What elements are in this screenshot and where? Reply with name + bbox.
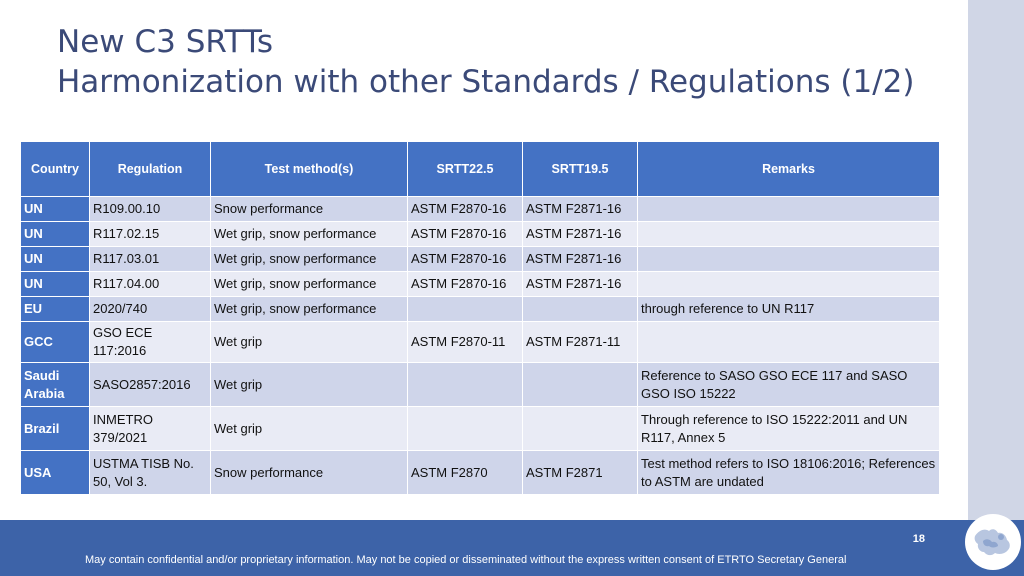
cell-srtt19-5: ASTM F2871-16 [523,272,638,297]
right-accent-bar [968,0,1024,520]
cell-test-method: Wet grip [211,363,408,407]
cell-srtt19-5 [523,407,638,451]
cell-srtt22-5: ASTM F2870-16 [408,272,523,297]
cell-country: UN [21,247,90,272]
cell-remarks: through reference to UN R117 [638,297,940,322]
cell-country: EU [21,297,90,322]
cell-regulation: R109.00.10 [90,197,211,222]
cell-test-method: Wet grip, snow performance [211,247,408,272]
header-test-methods: Test method(s) [211,142,408,197]
cell-regulation: R117.03.01 [90,247,211,272]
table-row [21,247,940,272]
etrto-logo [965,514,1021,570]
cell-srtt22-5: ASTM F2870-16 [408,197,523,222]
cell-srtt19-5: ASTM F2871-16 [523,197,638,222]
cell-srtt19-5: ASTM F2871-11 [523,322,638,363]
cell-srtt19-5: ASTM F2871-16 [523,222,638,247]
cell-regulation: USTMA TISB No. 50, Vol 3. [90,451,211,495]
cell-remarks [638,272,940,297]
footer-bar [0,520,1024,576]
cell-remarks: Through reference to ISO 15222:2011 and UN R117, Annex 5 [638,407,940,451]
table-row [21,297,940,322]
cell-srtt22-5: ASTM F2870-11 [408,322,523,363]
cell-test-method: Wet grip, snow performance [211,297,408,322]
regulations-table [20,141,940,495]
cell-country: UN [21,222,90,247]
cell-srtt19-5 [523,297,638,322]
cell-test-method: Wet grip [211,322,408,363]
cell-regulation: INMETRO 379/2021 [90,407,211,451]
cell-regulation: GSO ECE 117:2016 [90,322,211,363]
table-row [21,407,940,451]
cell-srtt22-5 [408,297,523,322]
cell-country: USA [21,451,90,495]
cell-srtt22-5 [408,363,523,407]
cell-remarks: Test method refers to ISO 18106:2016; References to ASTM are undated [638,451,940,495]
cell-remarks [638,247,940,272]
table-row [21,197,940,222]
cell-country: GCC [21,322,90,363]
cell-srtt22-5: ASTM F2870-16 [408,222,523,247]
cell-remarks: Reference to SASO GSO ECE 117 and SASO GSO ISO 15222 [638,363,940,407]
cell-country: UN [21,272,90,297]
cell-regulation: R117.02.15 [90,222,211,247]
table-row [21,363,940,407]
cell-remarks [638,322,940,363]
header-srtt19-5: SRTT19.5 [523,142,638,197]
europe-globe-icon [965,514,1021,570]
cell-test-method: Wet grip, snow performance [211,222,408,247]
cell-regulation: R117.04.00 [90,272,211,297]
cell-srtt22-5: ASTM F2870-16 [408,247,523,272]
cell-srtt19-5 [523,363,638,407]
table-row [21,272,940,297]
cell-country: Saudi Arabia [21,363,90,407]
cell-country: Brazil [21,407,90,451]
cell-srtt19-5: ASTM F2871 [523,451,638,495]
cell-remarks [638,222,940,247]
header-srtt22-5: SRTT22.5 [408,142,523,197]
cell-remarks [638,197,940,222]
cell-test-method: Wet grip, snow performance [211,272,408,297]
cell-country: UN [21,197,90,222]
cell-srtt22-5: ASTM F2870 [408,451,523,495]
header-regulation: Regulation [90,142,211,197]
title-line-2: Harmonization with other Standards / Regulations (1/2) [57,64,915,100]
page-title [57,22,914,102]
table-header-row [21,142,940,197]
cell-test-method: Wet grip [211,407,408,451]
cell-srtt22-5 [408,407,523,451]
cell-regulation: 2020/740 [90,297,211,322]
header-remarks: Remarks [638,142,940,197]
table-row [21,451,940,495]
table-row [21,222,940,247]
cell-test-method: Snow performance [211,451,408,495]
title-line-1: New C3 SRTTs [57,24,274,60]
table-row [21,322,940,363]
cell-test-method: Snow performance [211,197,408,222]
confidentiality-disclaimer: May contain confidential and/or proprietary information. May not be copied or disseminated without the express written consent of ETRTO Secretary General [85,554,847,566]
cell-regulation: SASO2857:2016 [90,363,211,407]
page-number: 18 [912,533,925,545]
header-country: Country [21,142,90,197]
cell-srtt19-5: ASTM F2871-16 [523,247,638,272]
